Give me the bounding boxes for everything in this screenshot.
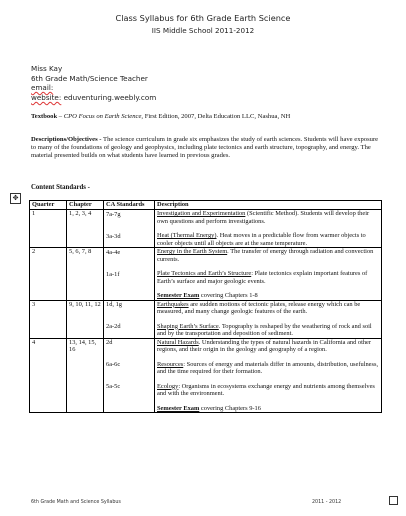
teacher-name: Miss Kay: [31, 64, 63, 73]
description-heading: Earthquakes: [157, 300, 189, 308]
textbook-label: Textbook: [31, 113, 58, 120]
description-heading: Heat (Thermal Energy): [157, 232, 217, 239]
cell-ca-standards: [104, 210, 155, 248]
description-block: [157, 339, 379, 354]
descriptions-text: The science curriculum in grade six emphasizes the study of earth sciences. Students will have exposure to many of the foundations of geology and geophysics, including plate tectonics and earth structure, topography, and energy. The material presented builds on what students have learned in previous grades.: [31, 136, 379, 160]
description-heading: Investigation and Experimentation: [157, 210, 246, 217]
page-title: Class Syllabus for 6th Grade Earth Science: [115, 13, 291, 23]
descriptions-label: Descriptions/Objectives -: [31, 136, 102, 143]
description-block: [157, 210, 379, 225]
block-spacer: [157, 225, 379, 232]
cell-quarter: 4: [30, 338, 67, 413]
cell-chapter: 13, 14, 15, 16: [67, 338, 104, 413]
textbook-details: , First Edition, 2007, Delta Education LLC, Nashua, NH: [141, 113, 291, 120]
description-text: . The transfer of energy through radiation and convection currents.: [157, 248, 374, 263]
description-heading: Ecology: [157, 382, 179, 390]
standard-code: 7a-7g: [106, 210, 121, 218]
description-text: . Heat moves in a predictable flow from warmer objects to cooler objects until all objects are at the same temperature.: [157, 232, 366, 247]
descriptions-paragraph: [31, 136, 383, 161]
textbook-dash: –: [57, 113, 64, 120]
table-body: [30, 210, 382, 413]
header-quarter: Quarter: [30, 201, 67, 210]
school-line: IIS Middle School 2011-2012: [151, 26, 255, 35]
block-spacer: [157, 285, 379, 292]
table-row: [30, 338, 382, 413]
table-header-row: [30, 201, 382, 210]
semester-exam-line: [157, 405, 379, 413]
description-block: [157, 383, 379, 398]
standard-code: 2a-2d: [106, 323, 121, 330]
move-arrows-icon[interactable]: ✥: [10, 193, 21, 204]
standard-code: 1d, 1g: [106, 301, 122, 308]
block-spacer: [157, 376, 379, 383]
semester-exam-line: [157, 292, 379, 300]
description-block: [157, 248, 379, 263]
description-block: [157, 323, 379, 338]
table-row: [30, 210, 382, 248]
cell-quarter: 2: [30, 248, 67, 301]
semester-exam-chapters: covering Chapters 1-8: [200, 292, 258, 299]
description-block: [157, 270, 379, 285]
block-spacer: [157, 316, 379, 323]
cell-chapter: 1, 2, 3, 4: [67, 210, 104, 248]
cell-description: [155, 338, 382, 413]
contact-block: [31, 64, 156, 102]
header-ca-standards: CA Standards: [104, 201, 155, 210]
cell-quarter: 1: [30, 210, 67, 248]
footer-right: 2011 - 2012: [312, 500, 342, 505]
description-block: [157, 232, 379, 247]
website-label: website:: [31, 92, 62, 102]
standard-code: 6a-6c: [106, 361, 121, 368]
textbook-line: [31, 113, 290, 120]
cell-ca-standards: [104, 338, 155, 413]
standards-table: [29, 200, 382, 413]
content-standards-heading: Content Standards -: [31, 184, 90, 191]
standard-code: 2d: [106, 339, 113, 346]
block-spacer: [157, 398, 379, 405]
standard-code: 3a-3d: [106, 232, 121, 240]
standard-code: 5a-5c: [106, 383, 121, 390]
teacher-role: 6th Grade Math/Science Teacher: [31, 73, 148, 83]
cell-ca-standards: [104, 248, 155, 301]
table-row: [30, 300, 382, 338]
corner-handle-icon: [389, 496, 398, 505]
cell-ca-standards: [104, 300, 155, 338]
footer-left: 6th Grade Math and Science Syllabus: [31, 500, 121, 505]
description-heading: Shaping Earth’s Surface: [157, 322, 219, 330]
email-label: email:: [31, 83, 54, 93]
description-text: : Sources of energy and materials differ in amounts, distribution, usefulness, and the time required for their formation.: [157, 360, 379, 375]
block-spacer: [157, 263, 379, 270]
textbook-title: CPO Focus on Earth Science: [63, 113, 142, 120]
cell-chapter: 5, 6, 7, 8: [67, 248, 104, 301]
description-text: (Scientific Method). Students will develop their own questions and perform investigations.: [157, 210, 370, 225]
cell-description: [155, 248, 382, 301]
header-chapter: Chapter: [67, 201, 104, 210]
semester-exam-label: Semester Exam: [157, 292, 200, 299]
standard-code: 1a-1f: [106, 270, 120, 278]
description-text: . Topography is reshaped by the weathering of rock and soil and by the transportation and deposition of sediment.: [157, 322, 372, 337]
cell-description: [155, 300, 382, 338]
header-description: Description: [155, 201, 382, 210]
semester-exam-chapters: covering Chapters 9-16: [200, 404, 261, 412]
description-heading: Natural Hazards: [157, 338, 199, 346]
semester-exam-label: Semester Exam: [157, 404, 200, 412]
description-block: [157, 301, 379, 316]
cell-quarter: 3: [30, 300, 67, 338]
description-heading: Resources: [157, 360, 184, 368]
description-heading: Energy in the Earth System: [157, 248, 228, 255]
description-text: are sudden motions of tectonic plates, release energy which can be measured, and many change geologic features of the earth.: [157, 300, 361, 315]
description-heading: Plate Tectonics and Earth’s Structure: [157, 270, 252, 277]
description-text: : Plate tectonics explain important features of Earth’s surface and major geologic events.: [157, 270, 368, 285]
cell-chapter: 9, 10, 11, 12: [67, 300, 104, 338]
description-text: . Understanding the types of natural hazards in California and other regions, and their origin in the geology and geography of a region.: [157, 338, 372, 353]
description-block: [157, 361, 379, 376]
table-row: [30, 248, 382, 301]
standard-code: 4a-4e: [106, 248, 121, 256]
cell-description: [155, 210, 382, 248]
description-text: : Organisms in ecosystems exchange energy and nutrients among themselves and with the environment.: [157, 382, 375, 397]
website-link[interactable]: eduventuring.weebly.com: [63, 92, 157, 102]
block-spacer: [157, 354, 379, 361]
